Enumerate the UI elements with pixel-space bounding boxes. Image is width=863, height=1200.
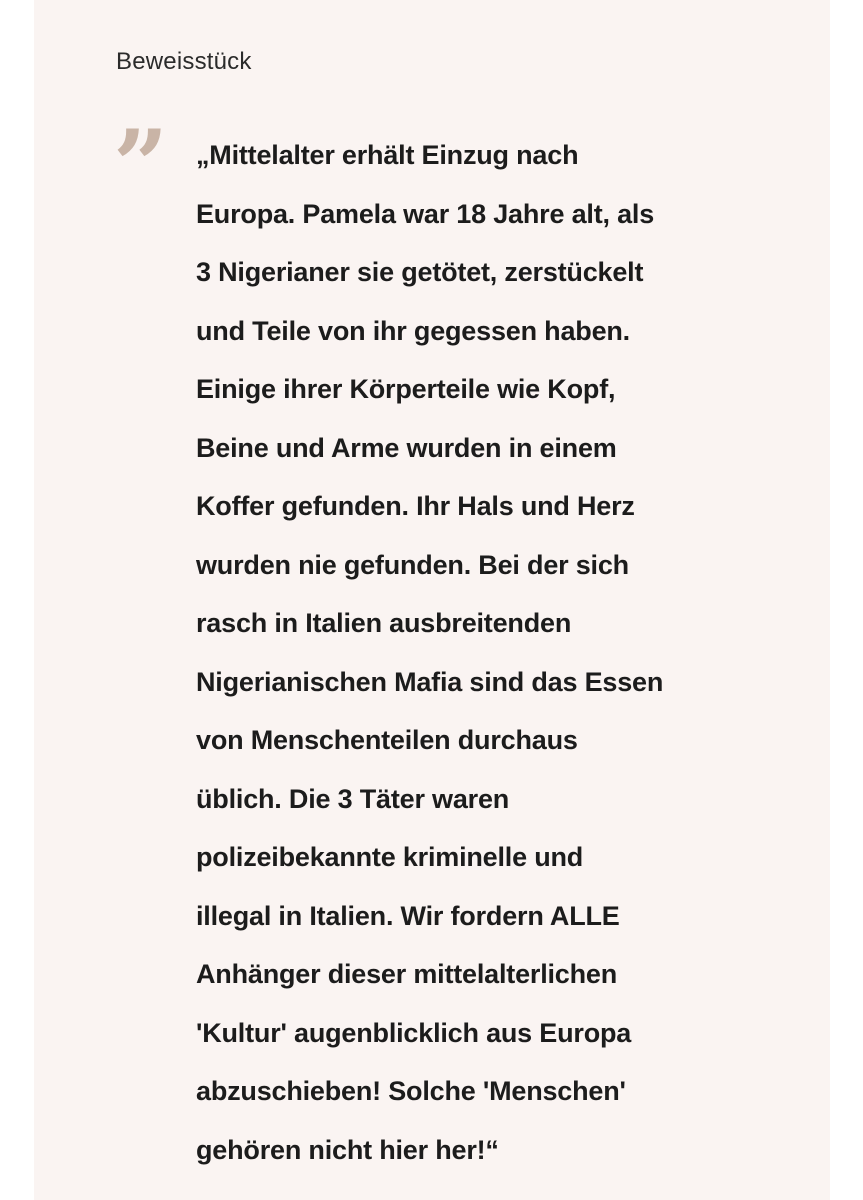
quote-text: „Mittelalter erhält Einzug nach Europa. Pamela war 18 Jahre alt, als 3 Nigerianer sie getötet, zerstückelt und Teile von ihr gegessen haben. Einige ihrer Körperteile wie Kopf, Beine und Arme wurden in einem Koffer gefunden. Ihr Hals und Herz wurden nie gefunden. Bei der sich rasch in Italien ausbreitenden Nigerianischen Mafia sind das Essen von Menschenteilen durchaus üblich. Die 3 Täter waren polizeibekannte kriminelle und illegal in Italien. Wir fordern ALLE Anhänger dieser mittelalterlichen 'Kultur' augenblicklich aus Europa abzuschieben! Solche 'Menschen' gehören nicht hier her!“ [196,140,664,1165]
quote-card [34,0,830,1200]
quote-open-icon: ” [113,109,163,222]
section-label: Beweisstück [116,48,252,75]
